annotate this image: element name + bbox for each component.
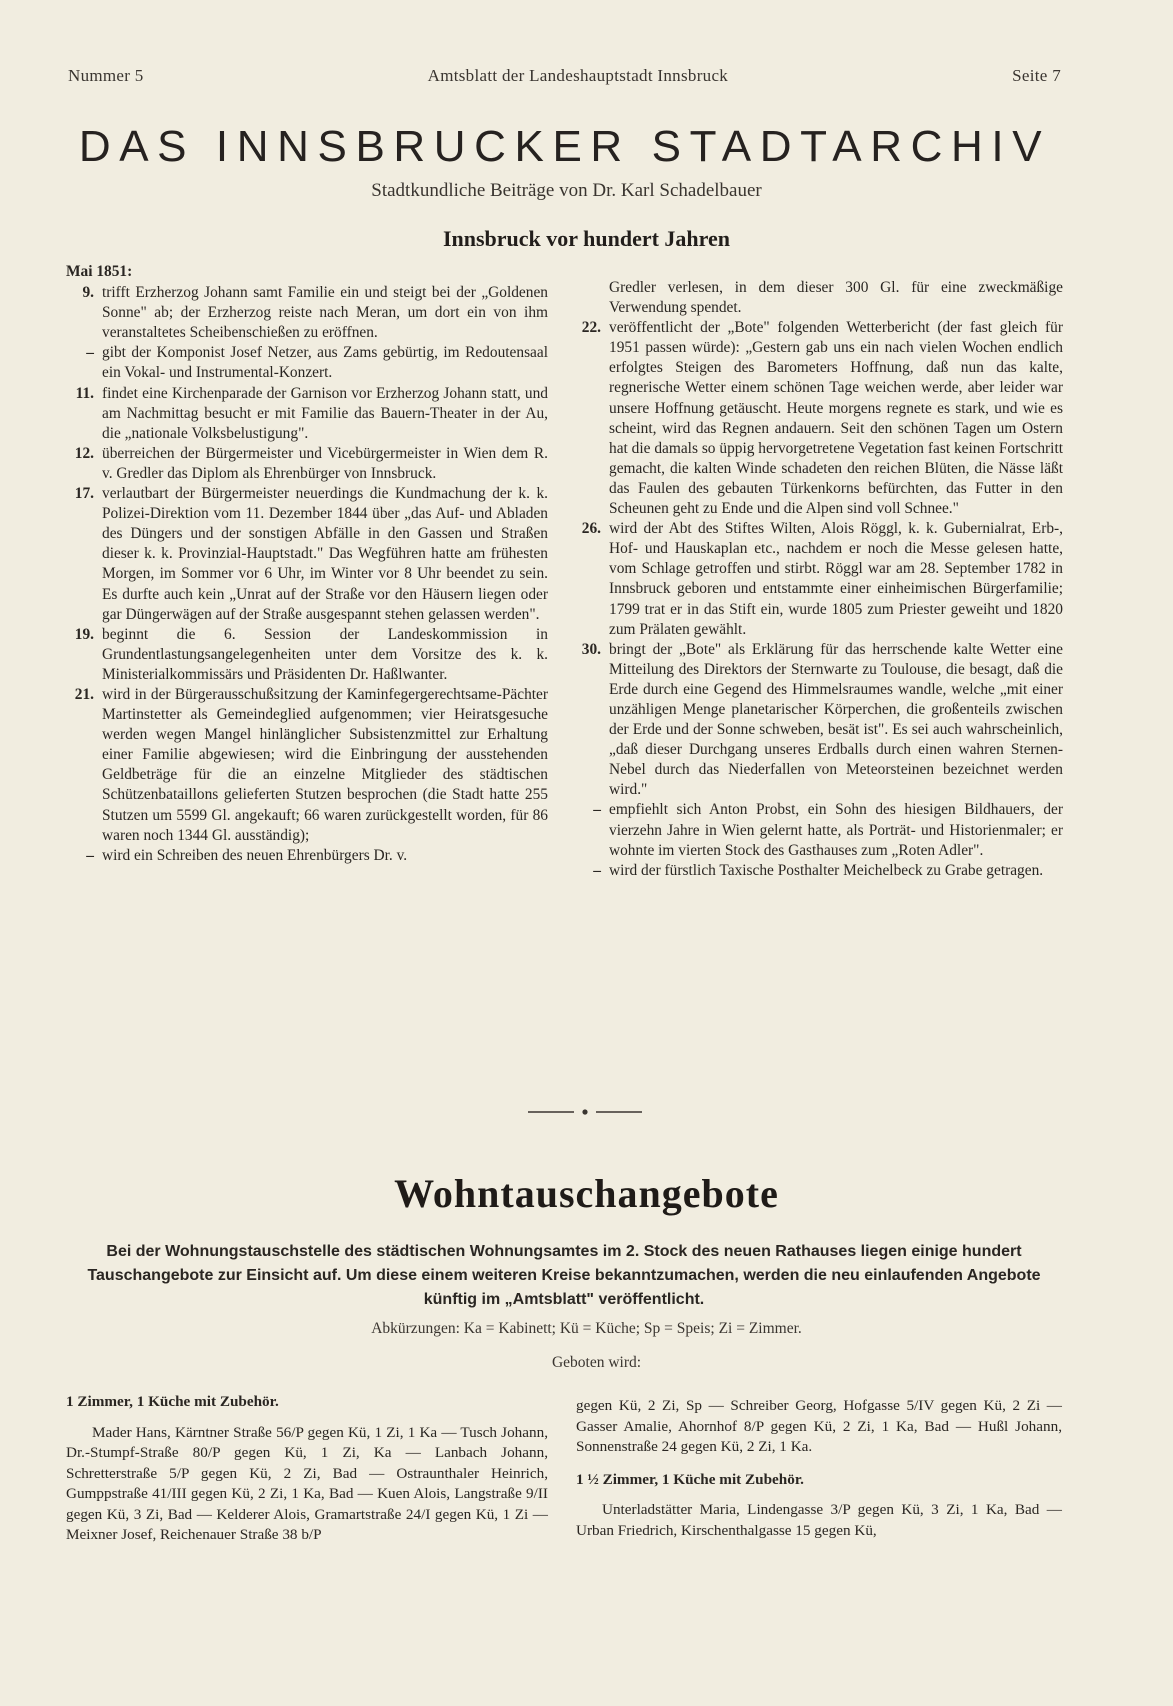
chronicle-entry <box>66 484 548 625</box>
entry-day: – <box>593 801 601 819</box>
entry-day: 17. <box>74 485 94 503</box>
entry-text: wird der fürstlich Taxische Posthalter Meichelbeck zu Grabe getragen. <box>609 861 1044 879</box>
masthead-subtitle <box>0 180 1173 202</box>
chronicle-entry <box>66 343 548 383</box>
entry-text: wird in der Bürgerausschußsitzung der Kaminfegergerechtsame-Pächter Martinstetter als Gemeindeglied aufgenommen; vier Heiratsgesuche werden wegen Mangel hinlänglicher Subsistenzmittel zur Erhaltung einer Familie abgewiesen; wird die Einbringung der ausstehenden Geldbeträge für die an einzelne Mitglieder des städtischen Schützenbataillons gelieferten Stutzen besprochen (die Stadt hatte 255 Stutzen um 5599 Gl. angekauft; 66 waren zurückgestellt worden, für 86 waren noch 1344 Gl. ausständig); <box>102 685 548 844</box>
entry-text: findet eine Kirchenparade der Garnison vor Erzherzog Johann statt, und am Nachmittag besucht er mit Familie das Bauern-Theater in der Au, die „nationale Volksbelustigung". <box>102 384 548 442</box>
entry-text: wird der Abt des Stiftes Wilten, Alois Röggl, k. k. Gubernialrat, Erb-, Hof- und Hauskaplan etc., nachdem er noch die Messe gelesen hatte, vom Schlage getroffen und stirbt. Röggl war am 28. September 1782 in Innsbruck geboren und entstammte einer einheimischen Bürgerfamilie; 1799 trat er in das Stift ein, wurde 1805 zum Priester geweiht und 1820 zum Prälaten gewählt. <box>609 520 1063 638</box>
entry-day: 11. <box>75 384 94 402</box>
ads-intro: Bei der Wohnungstauschstelle des städtischen Wohnungsamtes im 2. Stock des neuen Rathauses liegen einige hundert Tauschangebote zur Einsicht auf. Um diese einem weiteren Kreise bekanntzumachen, werden die neu einlaufenden Angebote künftig im „Amtsblatt" veröffentlicht. <box>87 1243 1041 1308</box>
entry-text: veröffentlicht der „Bote" folgenden Wetterbericht (der fast gleich für 1951 passen würde): „Gestern gab uns ein nach vielen Wochen endlich erfolgtes Steigen des Barometers Hoffnung, daß nun das kalte, regnerische Wetter einem schönen Tage weichen werde, aber leider war unsere Hoffnung getäuscht. Heute morgens regnete es stark, und wie es scheint, wird das Regnen andauern. Seit den schönen Tagen um Ostern hat die damals so üppig hervorgetretene Vegetation fast keinen Fortschritt gemacht, die kalten Winde schadeten den reichen Blüten, die Nässe läßt das Faulen des gebauten Türkenkorns befürchten, das Futter in den Scheunen geht zu Ende und die Alpen sind voll Schnee." <box>609 319 1063 518</box>
masthead-title: DAS INNSBRUCKER STADTARCHIV <box>78 122 1051 171</box>
chronicle-entry <box>66 846 548 866</box>
entry-text: wird ein Schreiben des neuen Ehrenbürgers Dr. v. <box>102 846 408 864</box>
abbreviations-line: Abkürzungen: Ka = Kabinett; Kü = Küche; Sp = Speis; Zi = Zimmer. <box>371 1320 802 1337</box>
entry-day: 19. <box>74 625 94 643</box>
chronicle-entry <box>573 519 1063 640</box>
entry-text: trifft Erzherzog Johann samt Familie ein und steigt bei der „Goldenen Sonne" ab; der Erzherzog reiste nach Meran, um dort ein von ihm veranstaltetes Scheibenschießen zu eröffnen. <box>102 284 548 342</box>
chronicle-entry-continued <box>573 278 1063 318</box>
chronicle-month: Mai 1851: <box>66 263 133 280</box>
chronicle-right-column <box>573 278 1063 881</box>
entry-text: Gredler verlesen, in dem dieser 300 Gl. für eine zweckmäßige Verwendung spendet. <box>609 279 1063 317</box>
listing-text-continued: gegen Kü, 2 Zi, Sp — Schreiber Georg, Hofgasse 5/IV gegen Kü, 2 Zi — Gasser Amalie, Ahornhof 8/P gegen Kü, 2 Zi, 1 Ka, Bad — Hußl Johann, Sonnenstraße 24 gegen Kü, 2 Zi, 1 Ka. <box>576 1397 1062 1455</box>
ads-right-column <box>576 1396 1062 1541</box>
offered-label: Geboten wird: <box>551 1354 642 1371</box>
issue-number: Nummer 5 <box>68 66 144 85</box>
entry-day: 9. <box>82 284 94 302</box>
listing-text: Mader Hans, Kärntner Straße 56/P gegen Kü, 1 Zi, 1 Ka — Tusch Johann, Dr.-Stumpf-Straße 80/P gegen Kü, 1 Zi, Ka — Lanbach Johann, Schretterstraße 5/P gegen Kü, 2 Zi, Bad — Ostraunthaler Heinrich, Gumppstraße 41/III gegen Kü, 2 Zi, 1 Ka, Bad — Kuen Alois, Langstraße 9/II gegen Kü, 3 Zi, Bad — Kelderer Alois, Gramartstraße 24/I gegen Kü, 1 Zi — Meixner Josef, Reichenauer Straße 38 b/P <box>66 1423 548 1543</box>
chronicle-entry <box>573 640 1063 801</box>
chronicle-left-column <box>66 262 548 866</box>
entry-text: empfiehlt sich Anton Probst, ein Sohn des hiesigen Bildhauers, der vierzehn Jahre in Wien gelernt hatte, als Porträt- und Historienmaler; er wohnte im vierten Stock des Gasthauses zum „Roten Adler". <box>609 801 1063 859</box>
divider-dot <box>582 1109 587 1114</box>
page-number: Seite 7 <box>1012 66 1061 85</box>
publication-name: Amtsblatt der Landeshauptstadt Innsbruck <box>427 66 729 85</box>
chronicle-entry <box>573 800 1063 860</box>
entry-text: überreichen der Bürgermeister und Vicebürgermeister in Wien dem R. v. Gredler das Diplom als Ehrenbürger von Innsbruck. <box>102 444 548 482</box>
category-heading: 1 ½ Zimmer, 1 Küche mit Zubehör. <box>576 1470 804 1488</box>
ads-left-column <box>66 1392 548 1546</box>
category-heading: 1 Zimmer, 1 Küche mit Zubehör. <box>66 1393 279 1410</box>
entry-text: gibt der Komponist Josef Netzer, aus Zams gebürtig, im Redoutensaal ein Vokal- und Instrumental-Konzert. <box>102 344 548 382</box>
section-title: Innsbruck vor hundert Jahren <box>442 226 731 251</box>
entry-day: 26. <box>581 520 601 538</box>
chronicle-entry <box>66 685 548 846</box>
entry-text: bringt der „Bote" als Erklärung für das herrschende kalte Wetter eine Mitteilung des Direktors der Sternwarte zu Toulouse, die besagt, daß die Erde durch eine Gegend des Himmelsraumes wandle, welche „mit einer unzähligen Menge planetarischer Körperchen, die großenteils zwischen der Erde und der Sonne schweben, besät ist". Es sei auch wahrscheinlich, „daß dieser Durchgang unseres Erdballs durch einen wahren Sternen-Nebel durch das Niederfallen von Meteorsteinen bezeichnet werden wird." <box>609 640 1063 799</box>
entry-text: beginnt die 6. Session der Landeskommission in Grundentlastungsangelegenheiten unter dem Vorsitze des k. k. Ministerialkommissärs und Präsidenten Dr. Haßlwanter. <box>102 625 548 683</box>
chronicle-entry <box>66 444 548 484</box>
entry-day: 12. <box>74 444 94 462</box>
entry-day: 21. <box>74 685 94 703</box>
chronicle-entry <box>66 283 548 343</box>
chronicle-entry <box>573 318 1063 519</box>
ads-title: Wohntauschangebote <box>394 1171 779 1216</box>
entry-day: 22. <box>581 319 601 337</box>
ornament-divider <box>520 1108 650 1116</box>
subtitle-text: Stadtkundliche Beiträge von Dr. Karl Schadelbauer <box>371 180 762 201</box>
chronicle-entry <box>66 625 548 685</box>
entry-text: verlautbart der Bürgermeister neuerdings die Kundmachung der k. k. Polizei-Direktion vom 11. Dezember 1844 über „das Auf- und Abladen des Düngers und der sonstigen Abfälle in den Gassen und Straßen dieser k. k. Provinzial-Hauptstadt." Das Wegführen hatte am frühesten Morgen, im Sommer vor 6 Uhr, im Winter vor 8 Uhr beendet zu sein. Es durfte auch kein „Unrat auf der Straße vor den Häusern liegen oder gar Düngerwägen auf der Straße ausgespannt stehen gelassen werden". <box>102 485 548 623</box>
chronicle-entry <box>573 861 1063 881</box>
entry-day: – <box>86 846 94 864</box>
entry-day: – <box>593 861 601 879</box>
running-head <box>68 66 1061 86</box>
entry-day: – <box>86 344 94 362</box>
listing-text: Unterladstätter Maria, Lindengasse 3/P gegen Kü, 3 Zi, 1 Ka, Bad — Urban Friedrich, Kirschenthalgasse 15 gegen Kü, <box>576 1501 1062 1539</box>
entry-day: 30. <box>581 640 601 658</box>
chronicle-entry <box>66 384 548 444</box>
